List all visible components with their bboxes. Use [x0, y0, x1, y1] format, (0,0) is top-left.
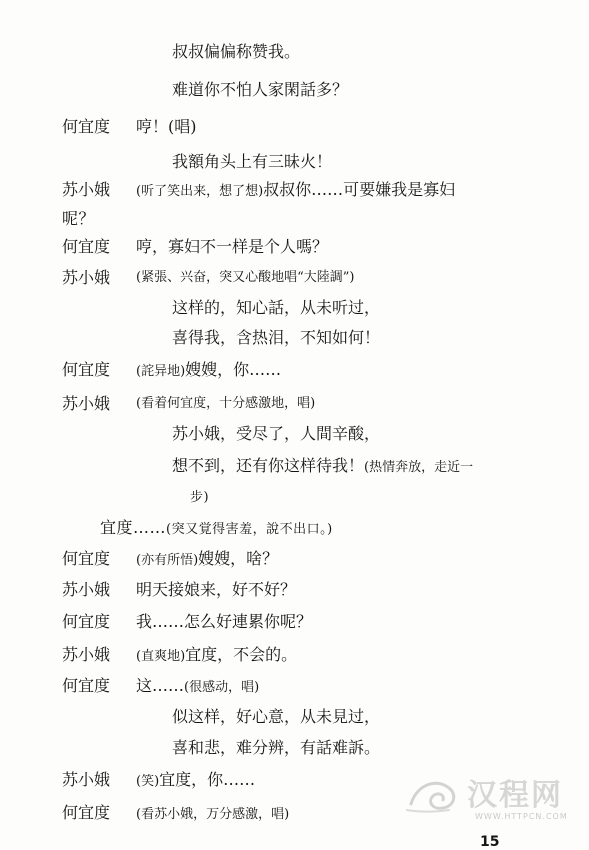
dialogue-text: 宜度，你……	[159, 770, 256, 789]
speaker-name: 何宜度	[62, 676, 111, 695]
dialogue-text: 叔叔你……可要嫌我是寡妇	[263, 180, 456, 199]
stage-direction-continuation: 步)	[190, 490, 210, 505]
verse-line: 似这样，好心意，从未見过，	[172, 707, 381, 726]
verse-text: 想不到，还有你这样待我！	[172, 456, 365, 475]
dialogue-line	[136, 549, 278, 571]
page-number: 15	[480, 834, 500, 850]
dialogue-text: 这……	[136, 676, 185, 695]
dialogue-continuation: 呢？	[62, 209, 96, 228]
watermark-text: 汉程网	[467, 778, 563, 813]
dialogue-text: 嫂嫂，啥？	[198, 549, 279, 568]
dialogue-text: 哼！(唱)	[136, 117, 197, 136]
speaker-name: 苏小娥	[62, 770, 111, 789]
stage-direction: (直爽地)	[136, 649, 186, 664]
dialogue-line	[136, 770, 255, 792]
verse-line: 苏小娥，受尽了，人間辛酸，	[172, 424, 381, 443]
dialogue-text: 我……怎么好連累你呢？	[136, 612, 313, 631]
stage-direction: (笑)	[136, 774, 160, 789]
watermark-logo-icon	[405, 774, 465, 814]
watermark-url: WWW.HTTPCN.COM	[475, 812, 568, 821]
speaker-name: 何宜度	[62, 612, 111, 631]
verse-line: 喜得我，含热泪，不知如何！	[172, 328, 381, 347]
dialogue-line	[136, 676, 259, 698]
speaker-name: 苏小娥	[62, 394, 111, 413]
watermark	[405, 768, 581, 830]
verse-line	[172, 456, 473, 478]
speaker-name: 苏小娥	[62, 268, 111, 287]
dialogue-text: 哼，寡妇不一样是个人嗎？	[136, 237, 329, 256]
stage-direction: (很感动，唱)	[184, 680, 260, 695]
stage-direction: (看着何宜度，十分感激地，唱)	[136, 396, 316, 411]
dialogue-text: 明天接娘来，好不好？	[136, 580, 297, 599]
dialogue-line	[136, 360, 281, 382]
dialogue-line	[136, 645, 297, 667]
dialogue-text: 宜度……	[100, 518, 167, 537]
speaker-name: 何宜度	[62, 117, 111, 136]
speaker-name: 苏小娥	[62, 645, 111, 664]
verse-line: 这样的，知心話，从未听过，	[172, 298, 381, 317]
speaker-name: 何宜度	[62, 237, 111, 256]
stage-direction: (听了笑出来，想了想)	[136, 184, 264, 199]
speaker-name: 苏小娥	[62, 180, 111, 199]
verse-line: 难道你不怕人家閑話多？	[172, 80, 349, 99]
dialogue-line	[136, 180, 455, 202]
stage-direction: (看苏小娥，万分感激，唱)	[136, 807, 290, 822]
speaker-name: 何宜度	[62, 803, 111, 822]
verse-line: 叔叔偏偏称赞我。	[172, 42, 301, 61]
verse-line: 我額角头上有三昧火！	[172, 152, 333, 171]
speaker-name: 何宜度	[62, 549, 111, 568]
stage-direction: (亦有所悟)	[136, 553, 199, 568]
stage-direction: (紧張、兴奋，突又心酸地唱“大陸調”)	[136, 270, 355, 285]
stage-direction: (詫异地)	[136, 364, 186, 379]
verse-line: 喜和悲，难分辨，有話难訴。	[172, 738, 381, 757]
speaker-name: 何宜度	[62, 360, 111, 379]
dialogue-text: 宜度，不会的。	[185, 645, 298, 664]
stage-direction: (热情奔放，走近一	[364, 460, 474, 475]
speaker-name: 苏小娥	[62, 580, 111, 599]
stage-direction: (突又覚得害羞，說不出口。)	[166, 522, 333, 537]
dialogue-line	[100, 518, 333, 540]
dialogue-text: 嫂嫂，你……	[185, 360, 282, 379]
